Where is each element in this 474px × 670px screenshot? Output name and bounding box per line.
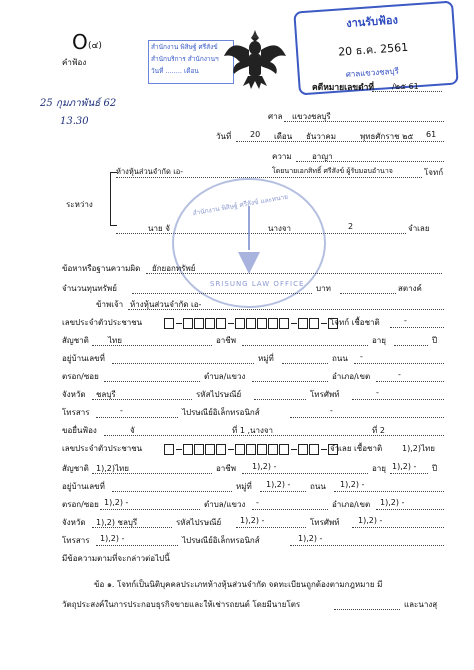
p2-race-value: 1),2)ไทย [402, 444, 435, 453]
p2-id-label: เลขประจำตัวประชาชน [62, 444, 143, 453]
date-label: วันที่ [216, 132, 232, 141]
p2-road-value: 1),2) - [340, 480, 365, 489]
p1-house-label: อยู่บ้านเลขที่ [62, 354, 105, 363]
p1-province-label: จังหวัด [62, 390, 86, 399]
matter-value: อาญา [312, 152, 333, 161]
p2-fax-label: โทรสาร [62, 536, 90, 545]
p1-tambon-label: ตำบล/แขวง [204, 372, 246, 381]
p2-moo-label: หมู่ที่ [236, 482, 252, 491]
clause-1-line2-end: และนางสุ [404, 600, 438, 609]
p2-occupation-label: อาชีพ [216, 464, 236, 473]
date-day: 20 [250, 130, 261, 139]
p1-moo-label: หมู่ที่ [258, 354, 274, 363]
p1-phone-dash: - [376, 388, 379, 397]
p2-id-boxes [164, 439, 339, 458]
firm-stamp-line1: สำนักงาน พิสิษฐ์ ศรีสังข์ [151, 43, 218, 51]
year-label: พุทธศักราช ๒๕ [360, 132, 414, 141]
plaintiff-name: ห้างหุ้นส่วนจำกัด เอ- [116, 167, 183, 176]
seal-top-text: สำนักงาน พิสิษฐ์ ศรีสังข์ และทนาย [192, 192, 289, 218]
firm-stamp-line3: วันที่ ........ เดือน [151, 67, 199, 75]
amount-label: จำนวนทุนทรัพย์ [62, 284, 117, 293]
defendant-prefix: นาย จั [148, 224, 170, 233]
p2-occupation-value: 1),2) - [252, 462, 277, 471]
defendant-role: จำเลย [408, 224, 430, 233]
sue-name: จั [130, 426, 135, 435]
received-stamp-title: งานรับฟ้อง [345, 13, 399, 31]
p2-moo-value: 1),2) - [266, 480, 291, 489]
clause-1-line2: วัตถุประสงค์ในการประกอบธุรกิจขายและให้เช่ารถยนต์ โดยมีนายโตร [62, 600, 301, 609]
p2-age-unit: ปี [432, 464, 438, 473]
p2-nationality-label: สัญชาติ [62, 464, 89, 473]
p2-fax-value: 1),2) - [100, 534, 125, 543]
p2-zip-value: 1),2) - [240, 516, 265, 525]
p2-age-label: อายุ [372, 464, 386, 473]
plaintiff-role: โจทก์ [424, 168, 444, 177]
p1-fax-label: โทรสาร [62, 408, 90, 417]
pendulum-icon [232, 206, 266, 278]
p2-amphoe-label: อำเภอ/เขต [332, 500, 371, 509]
p1-occupation-label: อาชีพ [216, 336, 236, 345]
p2-zip-label: รหัสไปรษณีย์ [176, 518, 222, 527]
charge-value: ยักยอกทรัพย์ [152, 264, 196, 273]
p1-amphoe-label: อำเภอ/เขต [332, 372, 371, 381]
p1-age-unit: ปี [432, 336, 438, 345]
p1-dash-race: - [404, 316, 407, 325]
form-code: (๔) [88, 41, 102, 51]
p2-province-label: จังหวัด [62, 518, 86, 527]
seal-bottom-text: SRISUNG LAW OFFICE [210, 280, 305, 288]
case-black-value: /๒๕ 61 [392, 82, 419, 91]
amount-satang: สตางค์ [398, 284, 422, 293]
p2-road-label: ถนน [310, 482, 326, 491]
form-big-o: O [72, 30, 88, 54]
defendant-num: 2 [348, 222, 354, 231]
sue-label: ขอยื่นฟ้อง [62, 426, 97, 435]
p2-phone-label: โทรศัพท์ [310, 518, 340, 527]
p1-road-dash: - [360, 352, 363, 361]
p2-amphoe-value: 1),2) - [380, 498, 405, 507]
p2-age-value: 1),2) - [392, 462, 417, 471]
court-label: ศาล [268, 112, 283, 121]
p1-soi-label: ตรอก/ซอย [62, 372, 99, 381]
p1-intro: ข้าพเจ้า [96, 300, 124, 309]
form-title: คำฟ้อง [62, 58, 87, 67]
p1-zip-label: รหัสไปรษณีย์ [196, 390, 242, 399]
matter-label: ความ [272, 152, 292, 161]
p2-email-value: 1),2) - [298, 534, 323, 543]
party-brace [110, 172, 117, 226]
p1-email-dash: - [330, 406, 333, 415]
p1-amphoe-dash: - [398, 370, 401, 379]
handwritten-time: 13.30 [60, 116, 89, 127]
p2-soi-label: ตรอก/ซอย [62, 500, 99, 509]
p1-nationality-value: ไทย [108, 336, 122, 345]
p2-soi-value: 1),2) - [104, 498, 129, 507]
p2-house-label: อยู่บ้านเลขที่ [62, 482, 105, 491]
sue-num: ที่ 2 [372, 426, 385, 435]
p2-email-label: ไปรษณีย์อิเล็กทรอนิกส์ [182, 536, 260, 545]
law-office-seal [172, 178, 326, 308]
defendant-mid: นางจา [268, 224, 292, 233]
amount-baht: บาท [316, 284, 331, 293]
p2-province-value: 1),2) ชลบุรี [96, 518, 138, 527]
plaintiff-rep: โดยนายเอกสิทธิ์ ศรีสังข์ ผู้รับมอบอำนาจ [272, 167, 393, 175]
p1-fax-dash: - [120, 406, 123, 415]
received-stamp-court: ศาลแขวงชลบุรี [345, 66, 400, 80]
p1-phone-label: โทรศัพท์ [310, 390, 340, 399]
p2-phone-value: 1),2) - [358, 516, 383, 525]
year-value: 61 [426, 130, 437, 139]
p2-tambon-label: ตำบล/แขวง [204, 500, 246, 509]
charge-label: ข้อหาหรือฐานความผิด [62, 264, 141, 273]
month-value: ธันวาคม [306, 132, 336, 141]
claims-intro: มีข้อความตามที่จะกล่าวต่อไปนี้ [62, 554, 170, 563]
p2-tambon-dash: - [256, 498, 259, 507]
between-label: ระหว่าง [66, 200, 93, 209]
p2-after-id: จำเลย เชื้อชาติ [330, 444, 383, 453]
clause-1: ข้อ ๑. โจทก์เป็นนิติบุคคลประเภทห้างหุ้นส่วนจำกัด จดทะเบียนถูกต้องตามกฎหมาย มี [94, 580, 383, 589]
case-black-label: คดีหมายเลขดำที่ [312, 83, 374, 93]
p1-nationality-label: สัญชาติ [62, 336, 89, 345]
firm-stamp-line2: สำนักบริการ สำนักงานฯ [151, 55, 219, 63]
p1-email-label: ไปรษณีย์อิเล็กทรอนิกส์ [182, 408, 260, 417]
handwritten-date: 25 กุมภาพันธ์ 62 [40, 98, 117, 109]
month-label: เดือน [274, 132, 293, 141]
p2-nationality-value: 1),2)ไทย [96, 464, 129, 473]
p1-after-id: โจทก์ เชื้อชาติ [330, 318, 380, 327]
p1-road-label: ถนน [332, 354, 348, 363]
received-stamp-date: 20 ธ.ค. 2561 [337, 40, 409, 59]
p1-province-value: ชลบุรี [96, 390, 116, 399]
p1-id-label: เลขประจำตัวประชาชน [62, 318, 143, 327]
p1-age-label: อายุ [372, 336, 386, 345]
p1-name: ห้างหุ้นส่วนจำกัด เอ- [130, 300, 202, 309]
p1-id-boxes [164, 313, 339, 332]
court-value: แขวงชลบุรี [292, 112, 331, 121]
sue-mid: ที่ 1 ,นางจา [232, 426, 274, 435]
garuda-emblem [222, 26, 288, 96]
